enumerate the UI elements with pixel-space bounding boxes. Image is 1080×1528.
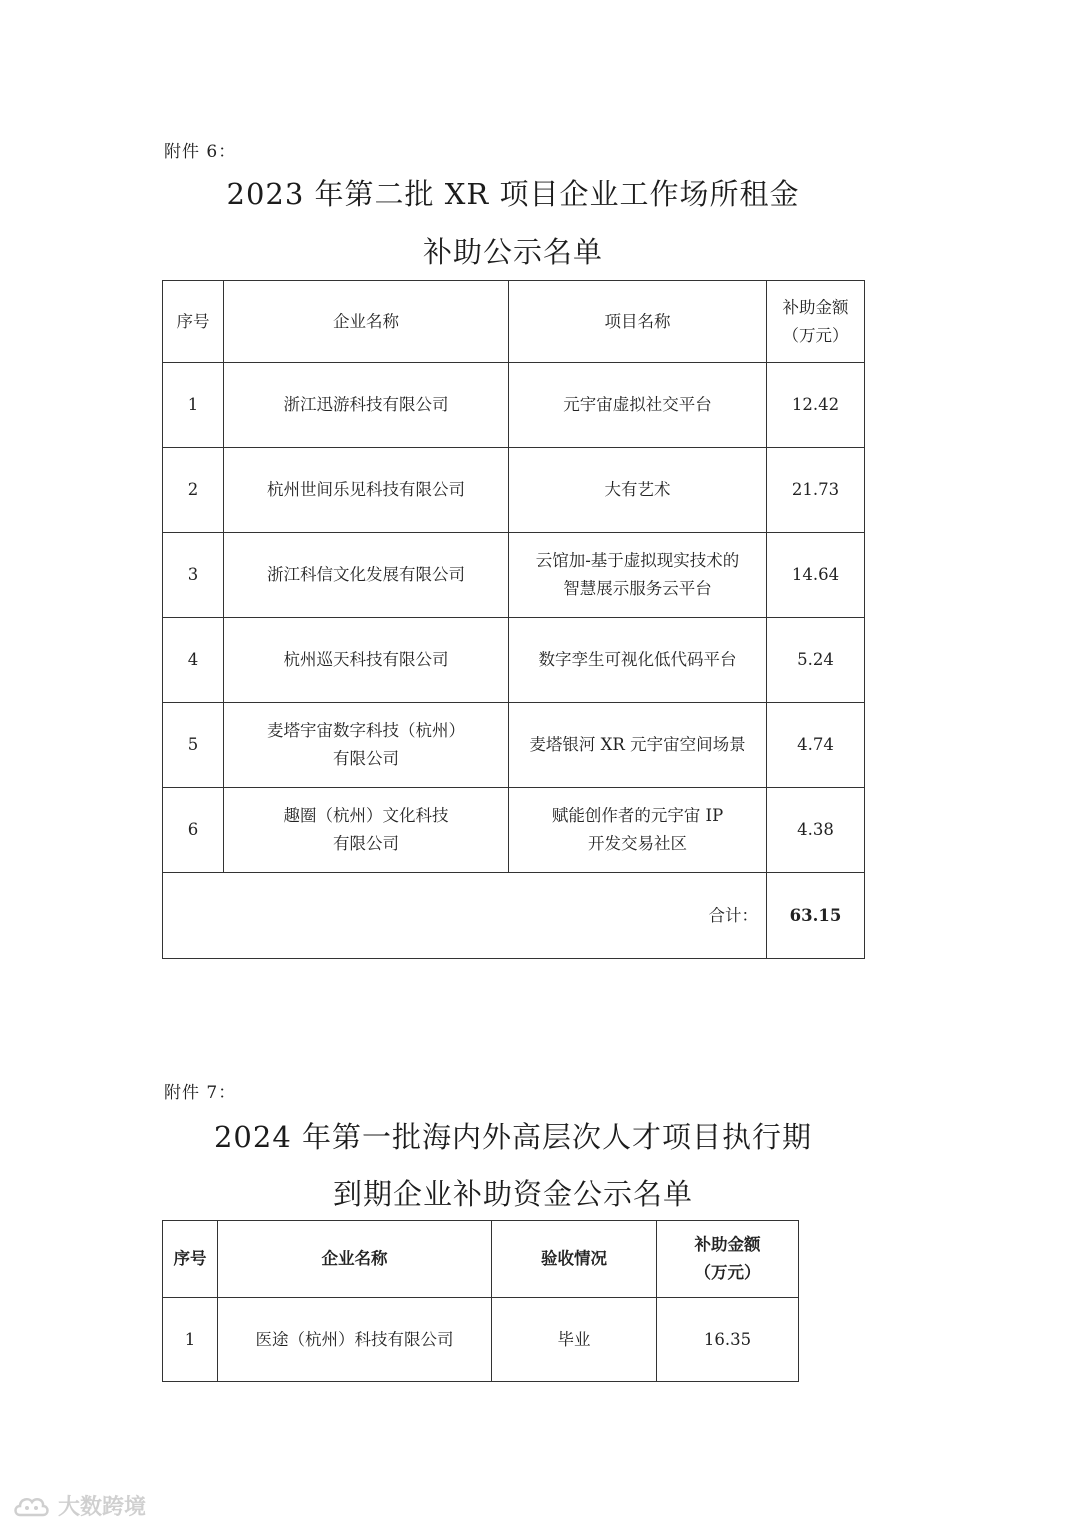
table-header-row (163, 281, 865, 363)
company-line1: 浙江迅游科技有限公司 (283, 395, 449, 414)
header-amount-line2: （万元） (694, 1263, 761, 1282)
row-project (509, 363, 767, 448)
row-index: 5 (163, 703, 224, 788)
row-company: 医途（杭州）科技有限公司 (218, 1298, 492, 1382)
row-project (509, 533, 767, 618)
row-amount: 4.38 (767, 788, 865, 873)
total-value: 63.15 (767, 873, 865, 959)
project-line2: 智慧展示服务云平台 (563, 579, 712, 598)
table-header-row (163, 1221, 799, 1298)
project-line1: 麦塔银河 XR 元宇宙空间场景 (529, 735, 746, 754)
row-project (509, 618, 767, 703)
section1-title-line2: 补助公示名单 (422, 235, 603, 269)
row-index: 1 (163, 1298, 218, 1382)
section2-title-line1: 2024 年第一批海内外高层次人才项目执行期 (213, 1120, 813, 1154)
table-row (163, 703, 865, 788)
row-company (224, 448, 509, 533)
project-line1: 云馆加-基于虚拟现实技术的 (535, 551, 740, 570)
header-project: 项目名称 (509, 281, 767, 363)
company-line1: 浙江科信文化发展有限公司 (267, 565, 465, 584)
talent-subsidy-table (162, 1220, 799, 1382)
row-index: 3 (163, 533, 224, 618)
header-amount-line1: 补助金额 (782, 297, 849, 317)
table-row (163, 788, 865, 873)
row-amount: 4.74 (767, 703, 865, 788)
row-company (224, 533, 509, 618)
company-line1: 趣圈（杭州）文化科技 (283, 806, 449, 825)
rent-subsidy-table (162, 280, 865, 959)
row-amount: 14.64 (767, 533, 865, 618)
table-row (163, 363, 865, 448)
table-total-row (163, 873, 865, 959)
row-company (224, 788, 509, 873)
row-company (224, 703, 509, 788)
watermark (12, 1490, 146, 1521)
row-project (509, 703, 767, 788)
row-index: 4 (163, 618, 224, 703)
table-row (163, 1298, 799, 1382)
company-line1: 麦塔宇宙数字科技（杭州） (267, 721, 465, 740)
row-index: 6 (163, 788, 224, 873)
section2-title-line2: 到期企业补助资金公示名单 (332, 1177, 693, 1211)
row-project (509, 788, 767, 873)
header-amount-line1: 补助金额 (694, 1235, 761, 1254)
attachment-7-label: 附件 7： (164, 1083, 237, 1103)
company-line2: 有限公司 (333, 749, 399, 768)
header-status: 验收情况 (492, 1221, 657, 1298)
header-company: 企业名称 (218, 1221, 492, 1298)
row-project (509, 448, 767, 533)
section1-title-line1: 2023 年第二批 XR 项目企业工作场所租金 (226, 177, 800, 211)
watermark-text: 大数跨境 (58, 1495, 147, 1520)
project-line1: 赋能创作者的元宇宙 IP (551, 806, 724, 825)
company-line1: 杭州巡天科技有限公司 (283, 650, 449, 669)
project-line1: 数字孪生可视化低代码平台 (538, 650, 737, 669)
table-row (163, 618, 865, 703)
row-company (224, 618, 509, 703)
project-line1: 大有艺术 (604, 480, 671, 499)
company-line1: 杭州世间乐见科技有限公司 (267, 480, 465, 499)
table-row (163, 448, 865, 533)
attachment-6-label: 附件 6： (164, 142, 237, 162)
project-line1: 元宇宙虚拟社交平台 (563, 395, 712, 414)
header-amount-line2: （万元） (782, 325, 849, 345)
header-company: 企业名称 (224, 281, 509, 363)
row-index: 1 (163, 363, 224, 448)
header-index: 序号 (163, 1221, 218, 1298)
row-amount: 12.42 (767, 363, 865, 448)
header-index: 序号 (163, 281, 224, 363)
project-line2: 开发交易社区 (588, 834, 687, 853)
total-label: 合计： (163, 873, 767, 959)
cloud-logo-icon (12, 1493, 52, 1519)
row-amount: 16.35 (657, 1298, 799, 1382)
row-amount: 21.73 (767, 448, 865, 533)
row-index: 2 (163, 448, 224, 533)
row-amount: 5.24 (767, 618, 865, 703)
table-row (163, 533, 865, 618)
company-line2: 有限公司 (333, 834, 399, 853)
header-amount (767, 281, 865, 363)
header-amount (657, 1221, 799, 1298)
row-company (224, 363, 509, 448)
row-status: 毕业 (492, 1298, 657, 1382)
